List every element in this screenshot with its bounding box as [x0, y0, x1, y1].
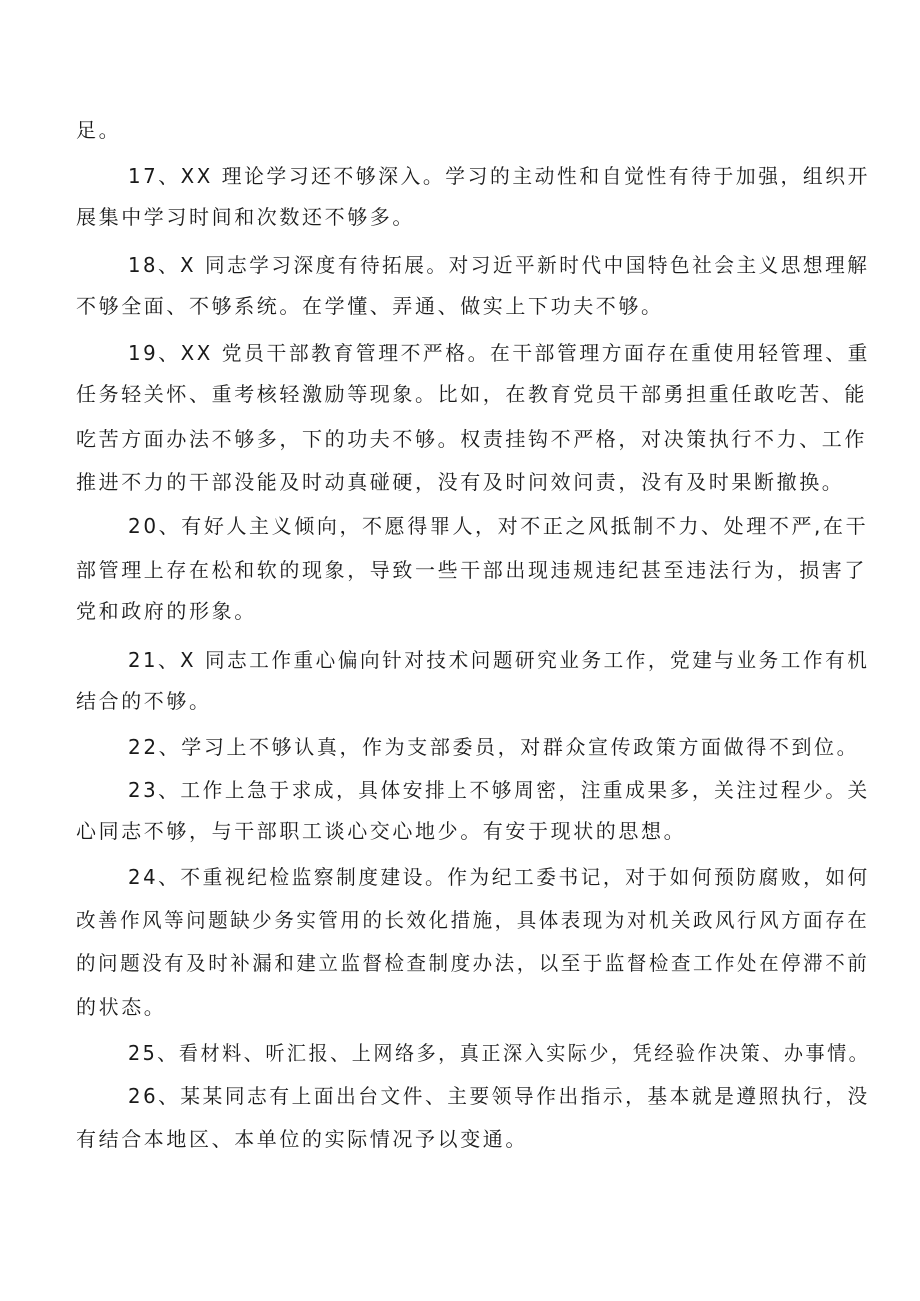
paragraph-line: 有结合本地区、本单位的实际情况予以变通。 — [76, 1127, 528, 1151]
paragraph-line: 18、X 同志学习深度有待拓展。对习近平新时代中国特色社会主义思想理解 — [128, 253, 870, 277]
paragraph-line: 26、某某同志有上面出台文件、主要领导作出指示，基本就是遵照执行，没 — [128, 1084, 870, 1108]
paragraph-line: 19、XX 党员干部教育管理不严格。在干部管理方面存在重使用轻管理、重 — [128, 341, 870, 365]
paragraph-line: 21、X 同志工作重心偏向针对技术问题研究业务工作，党建与业务工作有机 — [128, 648, 870, 672]
paragraph-line: 的状态。 — [76, 995, 167, 1019]
paragraph-line: 推进不力的干部没能及时动真碰硬，没有及时问效问责，没有及时果断撤换。 — [76, 470, 845, 494]
paragraph-line: 任务轻关怀、重考核轻激励等现象。比如，在教育党员干部勇担重任敢吃苦、能 — [76, 382, 867, 406]
paragraph-line: 的问题没有及时补漏和建立监督检查制度办法，以至于监督检查工作处在停滞不前 — [76, 951, 870, 975]
paragraph-line: 心同志不够，与干部职工谈心交心地少。有安于现状的思想。 — [76, 819, 687, 843]
paragraph-line: 20、有好人主义倾向，不愿得罪人，对不正之风抵制不力、处理不严,在干 — [128, 514, 869, 538]
paragraph-line: 22、学习上不够认真，作为支部委员，对群众宣传政策方面做得不到位。 — [128, 735, 860, 759]
paragraph-line: 党和政府的形象。 — [76, 599, 257, 623]
paragraph-line: 改善作风等问题缺少务实管用的长效化措施，具体表现为对机关政风行风方面存在 — [76, 908, 870, 932]
paragraph-line: 部管理上存在松和软的现象，导致一些干部出现违规违纪甚至违法行为，损害了 — [76, 558, 867, 582]
paragraph-line: 结合的不够。 — [76, 689, 212, 713]
paragraph-line: 25、看材料、听汇报、上网络多，真正深入实际少，凭经验作决策、办事情。 — [128, 1041, 871, 1065]
paragraph-line: 23、工作上急于求成，具体安排上不够周密，注重成果多，关注过程少。关 — [128, 778, 870, 802]
paragraph-line: 17、XX 理论学习还不够深入。学习的主动性和自觉性有待于加强，组织开 — [128, 164, 870, 188]
paragraph-line: 展集中学习时间和次数还不够多。 — [76, 205, 415, 229]
paragraph-line: 足。 — [76, 118, 122, 142]
paragraph-line: 不够全面、不够系统。在学懂、弄通、做实上下功夫不够。 — [76, 294, 664, 318]
paragraph-line: 24、不重视纪检监察制度建设。作为纪工委书记，对于如何预防腐败，如何 — [128, 865, 870, 889]
paragraph-line: 吃苦方面办法不够多，下的功夫不够。权责挂钩不严格，对决策执行不力、工作 — [76, 427, 867, 451]
